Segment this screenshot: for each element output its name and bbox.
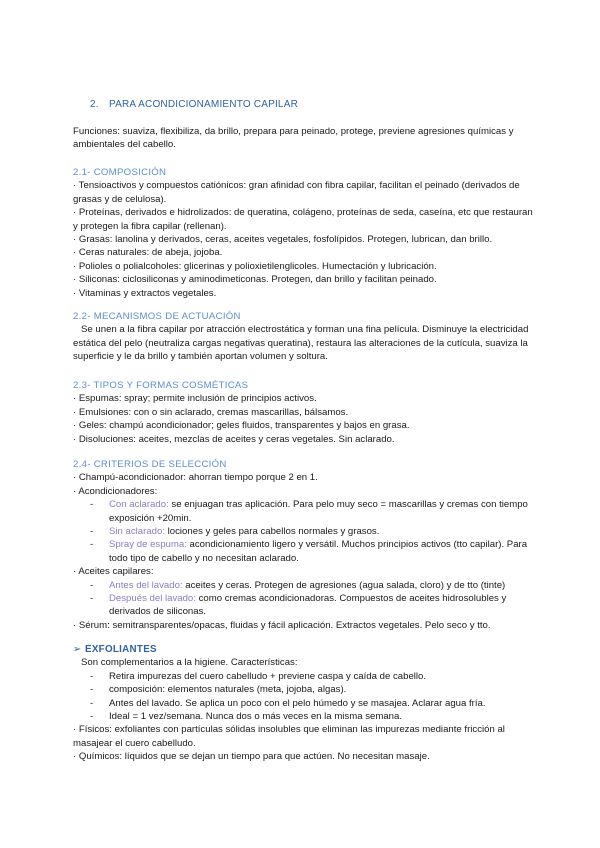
dash-marker: - — [90, 579, 94, 591]
dash-marker: - — [90, 526, 94, 538]
funciones-paragraph — [73, 125, 533, 152]
composicion-item: · Grasas: lanolina y derivados, ceras, aceites vegetales, fosfolípidos. Protegen, lubrican, dan brillo. — [73, 234, 493, 246]
subitem-text: Antes del lavado. Se aplica un poco con el pelo húmedo y se masajea. Aclarar agua fría. — [109, 697, 486, 709]
fisicos-item: · Físicos: exfoliantes con partículas sólidas insolubles que eliminan las impurezas mediante fricción al masajear el cuero cabelludo. — [73, 724, 505, 749]
dash-marker: - — [90, 711, 94, 723]
tipos-item: · Disoluciones: aceites, mezclas de aceites y ceras vegetales. Sin aclarado. — [73, 433, 395, 445]
composicion-item: · Tensioactivos y compuestos catiónicos: gran afinidad con fibra capilar, facilitan el peinado (derivados de grasas y de celulosa). — [73, 180, 520, 205]
composicion-title: 2.1- COMPOSICIÓN — [73, 167, 167, 178]
dash-marker: - — [90, 670, 94, 682]
subitem-text: como cremas acondicionadoras. Compuestos de aceites hidrosolubles y derivados de siliconas. — [109, 593, 507, 618]
exfoliante-subitem — [73, 670, 533, 683]
aceites-item: · Aceites capilares: — [73, 566, 154, 578]
dash-marker: - — [90, 697, 94, 709]
composicion-item: · Ceras naturales: de abeja, jojoba. — [73, 247, 223, 259]
subitem-label: Spray de espuma: — [109, 539, 187, 551]
acondicionador-subitem — [73, 525, 533, 538]
subitem-text: acondicionamiento ligero y versátil. Muchos principios activos (tto capilar). Para todo tipo de cabello y no necesitan aclarado. — [109, 539, 528, 564]
tipos-section — [73, 379, 533, 446]
dash-marker: - — [90, 593, 94, 605]
exfoliantes-heading — [73, 643, 533, 656]
mecanismos-title: 2.2- MECANISMOS DE ACTUACIÓN — [73, 311, 241, 322]
acondicionador-subitem — [73, 538, 533, 565]
section-heading — [90, 98, 298, 111]
arrow-bullet-icon: ➢ — [73, 644, 82, 655]
subitem-text: lociones y geles para cabellos normales y grasos. — [165, 526, 380, 538]
exfoliante-subitem — [73, 710, 533, 723]
mecanismos-section — [73, 310, 533, 364]
serum-item: · Sérum: semitransparentes/opacas, fluidas y fácil aplicación. Extractos vegetales. Pelo seco y tto. — [73, 619, 491, 631]
dash-marker: - — [90, 499, 94, 511]
exfoliantes-intro: Son complementarios a la higiene. Características: — [81, 657, 298, 669]
section-number: 2. — [90, 99, 99, 110]
subitem-text: Retira impurezas del cuero cabelludo + previene caspa y caída de cabello. — [109, 670, 427, 682]
tipos-item: · Emulsiones: con o sin aclarado, cremas mascarillas, bálsamos. — [73, 406, 349, 418]
composicion-item: · Siliconas: ciclosiliconas y aminodimeticonas. Protegen, dan brillo y facilitan peinado. — [73, 274, 437, 286]
exfoliante-subitem — [73, 683, 533, 696]
exfoliante-subitem — [73, 697, 533, 710]
tipos-item: · Espumas: spray; permite inclusión de principios activos. — [73, 393, 317, 405]
composicion-item: · Vitaminas y extractos vegetales. — [73, 287, 217, 299]
subitem-label: Después del lavado: — [109, 593, 196, 605]
acondicionadores-item: · Acondicionadores: — [73, 485, 158, 497]
subitem-text: aceites y ceras. Protegen de agresiones (agua salada, cloro) y de tto (tinte) — [182, 579, 506, 591]
section-title: PARA ACONDICIONAMIENTO CAPILAR — [108, 99, 298, 110]
aceite-subitem — [73, 579, 533, 592]
mecanismos-text: Se unen a la fibra capilar por atracción electrostática y forman una fina película. Disminuye la electricidad estática del pelo (neutraliza cargas negativas queratina), restaura las alteraciones de la cutícula, suaviza la superficie y le da brillo y también aportan volumen y soltura. — [73, 324, 529, 363]
subitem-label: Sin aclarado: — [109, 526, 165, 538]
composicion-item: · Polioles o polialcoholes: glicerinas y polioxietilenglicoles. Humectación y lubricación. — [73, 260, 437, 272]
acondicionador-subitem — [73, 498, 533, 525]
subitem-text: Ideal = 1 vez/semana. Nunca dos o más veces en la misma semana. — [109, 711, 403, 723]
subitem-text: composición: elementos naturales (meta, jojoba, algas). — [109, 684, 347, 696]
subitem-text: se enjuagan tras aplicación. Para pelo muy seco = mascarillas y cremas con tiempo exposición +20min. — [109, 499, 528, 524]
aceite-subitem — [73, 592, 533, 619]
exfoliantes-section — [73, 643, 533, 764]
subitem-label: Antes del lavado: — [109, 579, 183, 591]
criterios-section — [73, 458, 533, 632]
subitem-label: Con aclarado: — [109, 499, 169, 511]
tipos-item: · Geles: champú acondicionador; geles fluidos, transparentes y bajos en grasa. — [73, 420, 410, 432]
exfoliantes-title: EXFOLIANTES — [85, 644, 157, 655]
composicion-section — [73, 166, 533, 300]
quimicos-item: · Químicos: líquidos que se dejan un tiempo para que actúen. No necesitan masaje. — [73, 751, 430, 763]
funciones-text: Funciones: suaviza, flexibiliza, da brillo, prepara para peinado, protege, previene agresiones químicas y ambientales del cabello. — [73, 126, 514, 151]
composicion-item: · Proteínas, derivados e hidrolizados: de queratina, colágeno, proteínas de seda, caseína, etc que restauran y protegen la fibra capilar (rellenan). — [73, 207, 533, 232]
tipos-title: 2.3- TIPOS Y FORMAS COSMÉTICAS — [73, 380, 249, 391]
dash-marker: - — [90, 684, 94, 696]
criterios-title: 2.4- CRITERIOS DE SELECCIÓN — [73, 459, 227, 470]
champu-item: · Champú-acondicionador: ahorran tiempo porque 2 en 1. — [73, 472, 318, 484]
dash-marker: - — [90, 539, 94, 551]
